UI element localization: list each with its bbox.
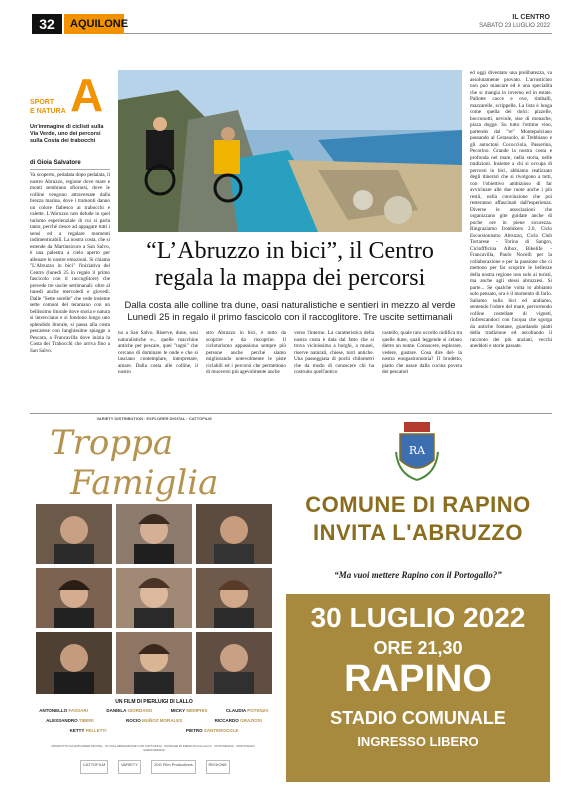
issue-date: SABATO 23 LUGLIO 2022 [479,23,550,29]
movie-top-credits: VARIETY DISTRIBUTION · EXPLORER DIGITAL · CATTOFILM [96,416,212,421]
cast-portrait [36,568,112,628]
byline-rule [30,169,110,170]
section-badge [30,70,108,122]
cast-portrait [196,632,272,694]
rapino-invite: INVITA L'ABRUZZO [313,520,523,545]
cast-row-2 [30,718,278,723]
cast-portrait [196,504,272,564]
cast-name: RICCARDO GRAZIOSI [214,718,262,723]
movie-advertisement [30,416,278,782]
rapino-heading: COMUNE DI RAPINO [305,492,531,517]
cast-row-1 [30,708,278,713]
cast-name: MICKY MEMPHIS [170,708,208,713]
movie-director: UN FILM DI PIERLUIGI DI LALLO [115,699,193,705]
sponsor-logo: VARIETY [118,760,141,774]
movie-fine-print: PRODOTTO DA EXPLORER DIGITAL · IN COLLABORAZIONE CON CATTOFILM · MUSICHE DI PIERLUIGI DI LALLO · FOTOGRAFIA · MONTAGGIO · SCENOGRAFIA [51,744,257,752]
cast-portrait [36,632,112,694]
photo-caption: Un'immagine di ciclisti sulla Via Verde, uno dei percorsi sulla Costa dei trabocchi [30,124,104,144]
article-column-1: Va scoperto, pedalata dopo pedalata, il nostro Abruzzo, regione dove mare e monti sembrano sfiorarsi, dove le colline vengono attraversate dalla brezza marina, dove i tramonti danno un colore fiabesco ai trabocchi e calette. L'Abruzzo non delude in quel turismo esperienziale di cui si parla tanto, perché riesce ad appagare tutti i sensi ed a regalare momenti indimenticabili. La nostra costa, che si estende da Martinsicuro a San Salvo, è una palestra a cielo aperto per allenare le nostre emozioni. Si chiama "L'Abruzzo in bici" l'iniziativa del Centro (lunedì 25 in regalo il primo fascicolo con il raccoglitore) che prevede tre uscite settimanali: oltre al lunedì anche mercoledì e giovedì. Dalle "Sette sorelle" che vede insieme sette comuni del teramano con un bellissimo litorale dove storia e natura si intrecciano e si fondono lungo uno splendido litorale, si passa alla costa pescarese con lunghissime spiagge a Pescara, a Francavilla dove inizia la Costa dei Trabocchi che arriva fino a San Salvo. [30,172,110,354]
article-headline: “L’Abruzzo in bici”, il Centro regala la mappa dei percorsi [146,238,434,291]
cast-name: DANIELA GIORDANO [106,708,153,713]
event-date: 30 LUGLIO 2022 [310,602,526,633]
article-column-3: stro Abruzzo in bici, è tutto da scoprire e da riscoprire. Il cicloturismo appassiona sempre più persone anche perché siamo migliorando notevolmente le piste ciclabili ed i percorsi che permettono di muoversi più agevolmente anche [206,330,286,375]
badge-letter: A [70,69,104,121]
event-details-panel [286,594,550,782]
cast-portrait [116,568,192,628]
cast-row-3 [30,728,278,733]
cast-portrait [36,504,112,564]
page-number: 32 [32,14,62,34]
cast-portrait [116,504,192,564]
page-header [0,14,580,34]
cast-portrait [116,632,192,694]
newspaper-name: IL CENTRO [512,14,550,21]
cast-name: PIETRO SANTEROCOLE [185,728,239,733]
cast-name: ANTONELLO FASSARI [39,708,88,713]
cast-name: ROCIO MUÑOZ MORALES [125,718,183,723]
header-rule [124,33,552,34]
sponsor-logo: CATTOFILM [80,760,108,774]
article-column-2: no a San Salvo. Riserve, dune, oasi naturalistiche e... quelle macchine antiche per pescare, quei "ragni" che cercano di dominare le onde e che si lasciano contemplare, interpretare, amare. Dalla costa alle colline, il nostro [118,330,198,375]
cast-name: CLAUDIA POTENZA [225,708,269,713]
byline: di Gioia Salvatore [30,160,81,166]
municipal-crest-icon [394,422,440,484]
cast-name: ALESSANDRO TIBERI [46,718,94,723]
event-entry: INGRESSO LIBERO [357,734,479,749]
section-divider [30,413,552,414]
movie-title-line1: Troppa [50,423,174,463]
movie-title-line2: Famiglia [70,463,219,503]
cast-name: KETTY FELLETTI [69,728,107,733]
cyclists-photo [118,70,462,232]
event-time: ORE 21,30 [373,638,463,658]
section-name: AQUILONE [64,14,124,34]
article-column-right: ed oggi diventato una prelibatezza, va assolutamente provato. L'arrosticino non può mancare ed è una specialità che si mangia in inverno ed in estate. Pallotte cacce e ove, timballi, mazzarelle, scrippelle. La lista è lunga come quella dei dolci: pizzelle, bocconotti, neviole, sise di monache, pizza dogge. Su tutto l'ottimo vino, partendo dal "re" Montepulciano passando al Cerasuolo, al Trebbiano e gli autoctoni Cococciola, Passerina, Pecorino. Grande la nostra costa e profonda nel mare, nella storia, nelle tradizioni. Insieme a chi si occupa di percorsi in bici, abbiamo realizzato degli itinerari che si rivolgono a tutti, con l'obiettivo ambizioso di far avvicinare alle due ruote anche i più restii, nella convinzione che poi resteranno affascinati dall'esperienza. Diverse le associazioni che organizzano gite guidate anche di poche ore in piene sicurezza. Ringraziamo Ironbikers 2.0, Ciclo Escursionismo Abruzzo, Ciclo Club Tortarese - Torino di Sangro, Cicloffficina Albox, Bikelife - Francavilla, Paolo Nocelli per la collaborazione e per la passione che ci mettono per far scoprire le bellezze della nostra regione non solo ai turisti, ma anche agli stessi abruzzesi. Si parte... Se qualche volta lo abbiamo solo pensato, ora è il momento di farlo. Saliamo sulla bici ed andiamo, sentendo l'odore del mare, percorrendo colline costellate di vigneti, rinfrescandoci con l'acqua che sgorga da antiche fontane, guardando piatti della tradizione ed ascoltando il racconto dei più anziani, vecchi aneddoti e storie passate. [470,70,552,349]
svg-text:RA: RA [408,444,426,457]
article-column-4: verso l'interno. La caratteristica della nostra costa è data dal fatto che si trova vicinissima a borghi, a musei, riserve naturali, chiese, torri antiche. Una passeggiata di pochi chilometri che da modo di conoscere chi ha costruito quell'antico [294,330,374,375]
article-column-5: castello, quale raro uccello nidifica tra quelle dune, quali leggende si celano dietro un nome. Conoscere, esplorare, vedere, gustare. Cosa dire del- la nostra enogastronomia? Il brodetto, piatto che nasce dalla cucina povera dei pescatori [382,330,462,375]
event-place: RAPINO [344,658,492,700]
rapino-event-advertisement [284,416,552,782]
sponsor-logo: JOG Film Productions [151,760,196,774]
cast-portrait [196,568,272,628]
sponsor-logos [80,760,230,774]
article-subhead: Dalla costa alle colline tra dune, oasi naturalistiche e sentieri in mezzo al verde Lunedì 25 in regalo il primo fascicolo con il raccoglitore. Tre uscite settimanali [124,300,456,323]
rapino-quote: “Ma vuoi mettere Rapino con il Portogallo?” [334,570,502,580]
sponsor-logo: REGIONE [206,760,230,774]
badge-label: SPORT E NATURA [30,99,66,115]
event-venue: STADIO COMUNALE [330,708,506,728]
